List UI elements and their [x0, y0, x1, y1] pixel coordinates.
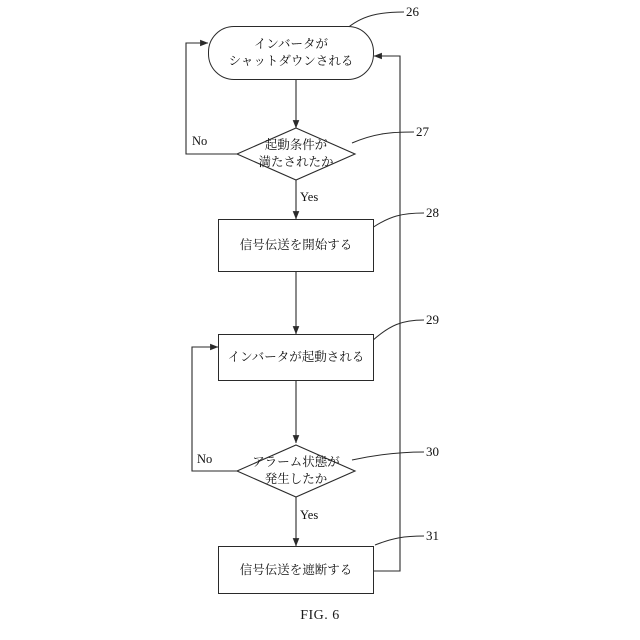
node-label-line: インバータが起動される: [227, 350, 365, 365]
node-label-line: 発生したか: [264, 472, 328, 486]
edge-label-no-30: No: [197, 452, 213, 466]
ref-numeral-27: 27: [416, 124, 429, 139]
ref-numeral-31: 31: [426, 528, 439, 543]
edge-label-yes-27: Yes: [300, 190, 319, 204]
edge-label-yes-30: Yes: [300, 508, 319, 522]
node-inverter-started: [218, 334, 374, 381]
figure-caption: FIG. 6: [300, 608, 340, 623]
edge-label-no-27: No: [192, 134, 208, 148]
node-alarm-state-occurred: [237, 445, 355, 497]
node-label-line: 信号伝送を遮断する: [239, 562, 353, 577]
node-cut-off-signal-transmission: [218, 546, 374, 594]
node-label-line: シャットダウンされる: [228, 54, 354, 68]
ref-numeral-29: 29: [426, 312, 439, 327]
ref-numeral-30: 30: [426, 444, 439, 459]
node-label-line: 満たされたか: [258, 155, 334, 169]
node-inverter-shutdown: [208, 26, 374, 80]
node-label-line: インバータが: [253, 37, 329, 52]
node-start-signal-transmission: [218, 219, 374, 272]
node-label-line: 起動条件が: [264, 138, 328, 153]
ref-numeral-28: 28: [426, 205, 439, 220]
node-label-line: アラーム状態が: [252, 455, 340, 470]
node-label-line: 信号伝送を開始する: [239, 238, 353, 253]
ref-numeral-26: 26: [406, 4, 419, 19]
node-start-condition-met: [237, 128, 355, 180]
